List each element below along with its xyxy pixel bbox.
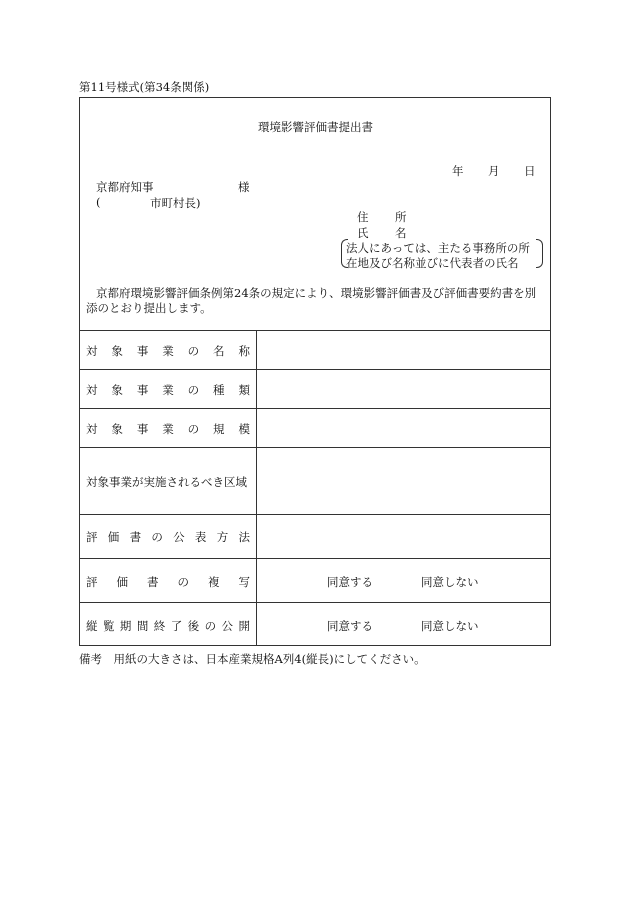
date-month-label: 月	[488, 164, 500, 178]
address-label-2: 所	[395, 210, 407, 224]
table-row-label: 対 象 事 業 の 種 類	[86, 383, 250, 397]
addressee-governor: 京都府知事	[96, 180, 154, 194]
publication-method-value[interactable]	[257, 515, 550, 558]
name-label-2: 名	[395, 226, 407, 240]
form-number: 第11号様式(第34条関係)	[79, 80, 210, 94]
copy-disagree-option[interactable]: 同意しない	[421, 575, 479, 589]
form-title: 環境影響評価書提出書	[258, 120, 373, 134]
row-divider	[79, 602, 551, 603]
project-scale-value[interactable]	[257, 409, 550, 447]
table-row-label: 対 象 事 業 の 名 称	[86, 344, 250, 358]
body-text-line2: 添のとおり提出します。	[86, 301, 212, 315]
project-area-value[interactable]	[257, 448, 550, 514]
project-name-value[interactable]	[257, 331, 550, 369]
table-row-label: 対 象 事 業 の 規 模	[86, 422, 250, 436]
body-text-line1: 京都府環境影響評価条例第24条の規定により、環境影響評価書及び評価書要約書を別	[96, 286, 537, 300]
addressee-honorific: 様	[238, 180, 250, 194]
project-type-value[interactable]	[257, 370, 550, 408]
corp-note-bracket-right	[536, 239, 543, 268]
corp-note-line2: 在地及び名称並びに代表者の氏名	[346, 256, 519, 270]
footnote: 備考 用紙の大きさは、日本産業規格A列4(縦長)にしてください。	[79, 652, 426, 666]
addressee-mayor: 市町村長)	[150, 196, 201, 210]
public-view-agree-option[interactable]: 同意する	[327, 619, 373, 633]
public-view-disagree-option[interactable]: 同意しない	[421, 619, 479, 633]
addressee-open-paren: (	[96, 195, 101, 209]
table-row-label: 対象事業が実施されるべき区域	[86, 475, 247, 489]
address-label-1: 住	[357, 210, 369, 224]
date-day-label: 日	[524, 164, 536, 178]
corp-note-line1: 法人にあっては、主たる事務所の所	[346, 241, 530, 255]
date-year-label: 年	[452, 164, 464, 178]
table-row-label: 評 価 書 の 公 表 方 法	[86, 530, 250, 544]
name-label-1: 氏	[357, 226, 369, 240]
row-divider	[79, 558, 551, 559]
table-row-label: 縦 覧 期 間 終 了 後 の 公 開	[86, 619, 250, 633]
copy-agree-option[interactable]: 同意する	[327, 575, 373, 589]
table-row-label: 評 価 書 の 複 写	[86, 575, 250, 589]
